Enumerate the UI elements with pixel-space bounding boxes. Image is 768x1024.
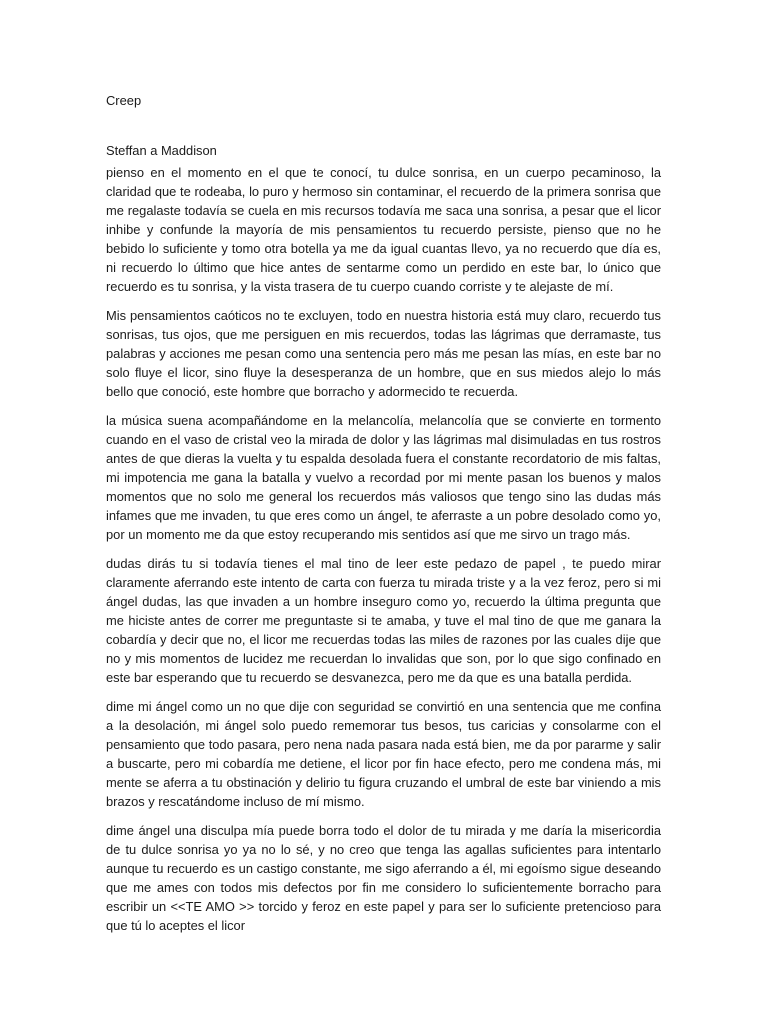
paragraph-3: la música suena acompañándome en la melancolía, melancolía que se convierte en tormento cuando en el vaso de cristal veo la mirada de dolor y las lágrimas mal disimuladas en tus rostros antes de que dieras la vuelta y tu espalda desolada fuera el constante recordatorio de mis faltas, mi impotencia me gana la batalla y vuelvo a recordad por mi mente pasan los buenos y malos momentos que no solo me general los recuerdos más valiosos que tengo sino las dudas más infames que me invaden, tu que eres como un ángel, te aferraste a un pobre desolado como yo, por un momento me da que estoy recuperando mis sentidos así que me sirvo un trago más. — [106, 413, 661, 542]
letter-salutation: Steffan a Maddison — [106, 143, 217, 158]
document-page — [106, 84, 661, 935]
paragraph-1: pienso en el momento en el que te conocí, tu dulce sonrisa, en un cuerpo pecaminoso, la claridad que te rodeaba, lo puro y hermoso sin contaminar, el recuerdo de la primera sonrisa que me regalaste todavía se cuela en mis recursos todavía me saca una sonrisa, a pesar que el licor inhibe y confunde la mayoría de mis pensamientos tu recuerdo persiste, pienso que no he bebido lo suficiente y tomo otra botella ya me da igual cuantas llevo, ya no recuerdo que día es, ni recuerdo lo último que hice antes de sentarme como un perdido en este bar, lo único que recuerdo es tu sonrisa, y la vista trasera de tu cuerpo cuando corriste y te alejaste de mí. — [106, 165, 661, 294]
paragraph-2: Mis pensamientos caóticos no te excluyen, todo en nuestra historia está muy claro, recuerdo tus sonrisas, tus ojos, que me persiguen en mis recuerdos, todas las lágrimas que derramaste, tus palabras y acciones me pesan como una sentencia pero más me pesan las mías, en este bar no solo fluye el licor, sino fluye la desesperanza de un hombre, que en sus miedos alejo lo más bello que conoció, este hombre que borracho y adormecido te recuerda. — [106, 308, 661, 399]
paragraph-6: dime ángel una disculpa mía puede borra todo el dolor de tu mirada y me daría la misericordia de tu dulce sonrisa yo ya no lo sé, y no creo que tenga las agallas suficientes para intentarlo aunque tu recuerdo es un castigo constante, me sigo aferrando a él, mi egoísmo sigue deseando que me ames con todos mis defectos por fin me considero lo suficientemente borracho para escribir un <<TE AMO >> torcido y feroz en este papel y para ser lo suficiente pretencioso para que tú lo aceptes el licor — [106, 823, 661, 933]
paragraph-4: dudas dirás tu si todavía tienes el mal tino de leer este pedazo de papel , te puedo mirar claramente aferrando este intento de carta con fuerza tu mirada triste y a la vez feroz, pero si mi ángel dudas, las que invaden a un hombre inseguro como yo, recuerdo la última pregunta que me hiciste antes de correr me preguntaste si te amaba, y tuve el mal tino de que me ganara la cobardía y decir que no, el licor me recuerdas todas las miles de razones por las cuales dije que no y mis momentos de lucidez me recuerdan lo invalidas que son, por lo que sigo confinado en este bar esperando que tu recuerdo se desvanezca, pero me da que es una batalla perdida. — [106, 556, 661, 685]
paragraph-5: dime mi ángel como un no que dije con seguridad se convirtió en una sentencia que me confina a la desolación, mi ángel solo puedo rememorar tus besos, tus caricias y consolarme con el pensamiento que todo pasara, pero nena nada pasara nada está bien, me da por pararme y salir a buscarte, pero mi cobardía me detiene, el licor por fin hace efecto, pero me condena más, mi mente se aferra a tu obstinación y delirio tu figura cruzando el umbral de este bar viniendo a mis brazos y rescatándome incluso de mí mismo. — [106, 699, 661, 809]
document-title: Creep — [106, 93, 142, 108]
